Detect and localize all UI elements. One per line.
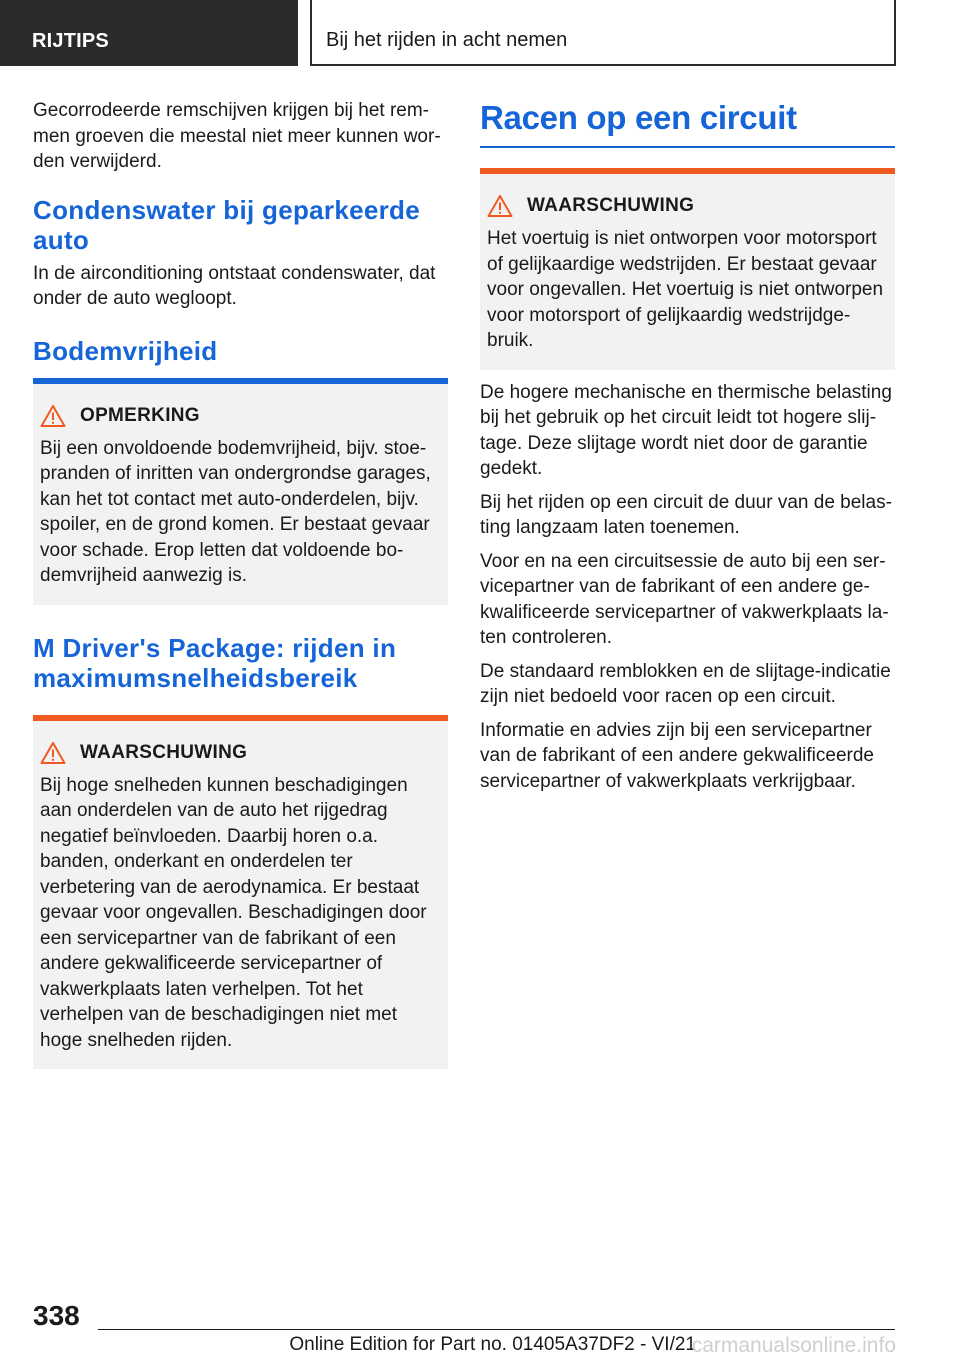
racen-paragraph: De hogere mechanische en thermische belasting bij het gebruik op het circuit leidt tot hogere slijtage. Deze slijtage wordt niet door de garantie gedekt.	[480, 381, 892, 479]
page-number: 338	[33, 1300, 80, 1331]
warning-title: WAARSCHUWING	[527, 195, 695, 216]
chapter-label: Bij het rijden in acht nemen	[326, 29, 568, 51]
warning-triangle-icon	[487, 194, 513, 218]
section-tab	[0, 0, 298, 66]
racen-heading: Racen op een circuit	[480, 99, 797, 136]
section-label: RIJTIPS	[32, 30, 109, 52]
condenswater-paragraph: In de airconditioning ontstaat condenswater, dat onder de auto wegloopt.	[33, 262, 436, 309]
intro-paragraph: Gecorrodeerde remschijven krijgen bij het remmen groeven die meestal niet meer kunnen worden verwijderd.	[33, 100, 441, 172]
right-column	[480, 98, 895, 802]
note-text: Bij een onvoldoende bodemvrijheid, bijv. stoepranden of inritten van ondergrondse garages, kan het tot contact met auto-onderdelen, bijv. spoiler, en de grond komen. Er bestaat gevaar voor schade. Erop letten dat voldoende bodemvrijheid aanwezig is.	[40, 437, 431, 586]
bodemvrijheid-heading: Bodemvrijheid	[33, 335, 218, 366]
warning-header	[487, 186, 887, 226]
heading-underline	[480, 146, 895, 148]
warning-title: WAARSCHUWING	[80, 741, 248, 763]
condenswater-heading: Condenswater bij geparkeerde auto	[33, 194, 420, 255]
edition-note: Online Edition for Part no. 01405A37DF2 - VI/21	[289, 1334, 696, 1355]
warning-box	[480, 174, 895, 370]
mdriver-heading: M Driver's Package: rijden in maximumsnelheidsbereik	[33, 632, 397, 693]
racen-paragraph: Informatie en advies zijn bij een servicepartner van de fabrikant of een andere gekwalificeerde servicepartner of vakwerkplaats verkrijgbaar.	[480, 719, 874, 792]
footer-rule	[98, 1329, 895, 1330]
warning-triangle-icon	[40, 404, 66, 428]
warning-text: Bij hoge snelheden kunnen beschadigingen aan onderdelen van de auto het rijgedrag negatief beïnvloeden. Daarbij horen o.a. banden, onderkant en onderdelen ter verbetering van de aerodynamica. Er bestaat gevaar voor ongevallen. Beschadigingen door een servicepartner van de fabrikant of een andere gekwalificeerde servicepartner of vakwerkplaats laten verhelpen. Tot het verhelpen van de beschadigingen niet met hoge snelheden rijden.	[40, 774, 427, 1051]
page-header	[0, 0, 960, 66]
watermark: carmanualsonline.info	[691, 1334, 896, 1357]
warning-text: Het voertuig is niet ontworpen voor motorsport of gelijkaardige wedstrijden. Er bestaat gevaar voor ongevallen. Het voertuig is niet ontworpen voor motorsport of gelijkaardig wedstrijdgebruik.	[487, 228, 884, 351]
note-title: OPMERKING	[80, 404, 200, 426]
note-header	[40, 396, 440, 436]
warning-box	[33, 721, 448, 1070]
racen-body	[480, 380, 895, 795]
warning-triangle-icon	[40, 741, 66, 765]
note-box	[33, 384, 448, 605]
chapter-tab	[310, 0, 896, 66]
racen-paragraph: De standaard remblokken en de slijtage-indicatie zijn niet bedoeld voor racen op een circuit.	[480, 660, 891, 707]
racen-paragraph: Bij het rijden op een circuit de duur van de belasting langzaam laten toenemen.	[480, 491, 892, 538]
racen-paragraph: Voor en na een circuitsessie de auto bij een servicepartner van de fabrikant of een andere gekwalificeerde servicepartner of vakwerkplaats laten controleren.	[480, 550, 889, 648]
warning-header	[40, 733, 440, 773]
left-column	[33, 98, 448, 1069]
page-footer	[0, 1290, 960, 1362]
